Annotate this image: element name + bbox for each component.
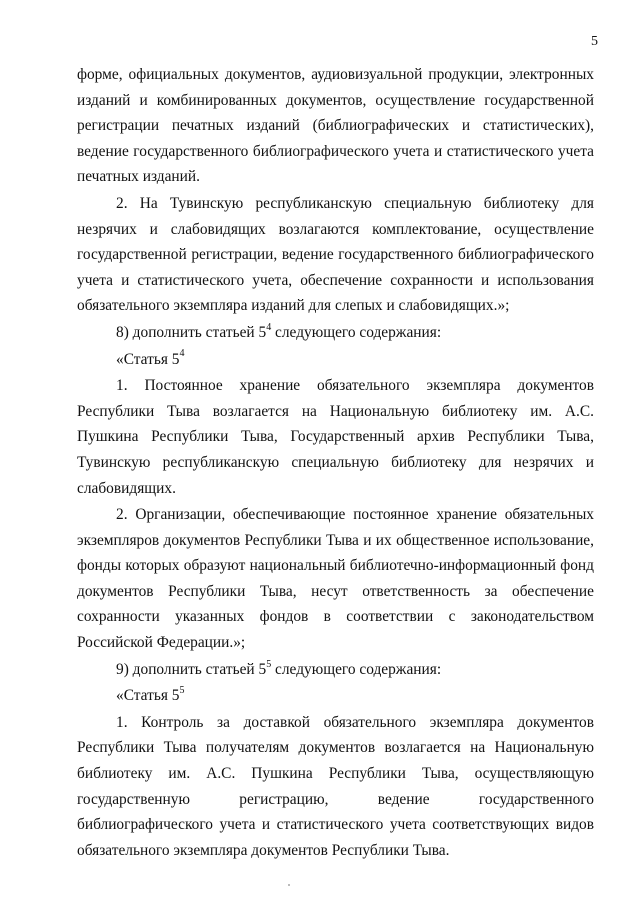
article-heading-5-5: [77, 683, 594, 709]
amendment-9-text: 9) дополнить статьей 5: [116, 660, 267, 678]
paragraph-article-5-4-item-2: 2. Организации, обеспечивающие постоянное хранение обязательных экземпляров документов Республики Тыва и их общественное использование, фонды которых образуют национальный библиотечно-информационный фонд документов Республики Тыва, несут ответственность за обеспечение сохранности указанных фондов в соответствии с законодательством Российской Федерации.»;: [77, 506, 594, 652]
amendment-9-text-after: следующего содержания:: [271, 660, 442, 678]
amendment-8-text-after: следующего содержания:: [271, 323, 442, 341]
article-heading-5-4: [77, 347, 594, 373]
amendment-9-sup: 5: [266, 658, 272, 670]
article-5-5-text: «Статья 5: [116, 687, 180, 705]
amendment-8-text: 8) дополнить статьей 5: [116, 323, 267, 341]
scan-speck: [288, 884, 290, 886]
paragraph-article-5-5-item-1: 1. Контроль за доставкой обязательного экземпляра документов Республики Тыва получателям документов возлагается на Национальную библиотеку им. А.С. Пушкина Республики Тыва, осуществляющую государственную регистрацию, ведение государственного библиографического учета и статистического учета соответствующих видов обязательного экземпляра документов Республики Тыва.: [77, 713, 594, 859]
body-text: [77, 62, 594, 863]
paragraph-item-2: 2. На Тувинскую республиканскую специальную библиотеку для незрячих и слабовидящих возлагаются комплектование, осуществление государственной регистрации, ведение государственного библиографического учета и статистического учета, обеспечение сохранности и использования обязательного экземпляра изданий для слепых и слабовидящих.»;: [77, 194, 594, 315]
page-number: 5: [591, 34, 598, 49]
paragraph-amendment-9: [77, 657, 594, 683]
amendment-8-sup: 4: [266, 321, 272, 333]
paragraph-article-5-4-item-1: 1. Постоянное хранение обязательного экземпляра документов Республики Тыва возлагается на Национальную библиотеку им. А.С. Пушкина Республики Тыва, Государственный архив Республики Тыва, Тувинскую республиканскую специальную библиотеку для незрячих и слабовидящих.: [77, 377, 594, 497]
article-5-5-sup: 5: [179, 685, 185, 697]
article-5-4-sup: 4: [179, 348, 185, 360]
paragraph-continuation: форме, официальных документов, аудиовизуальной продукции, электронных изданий и комбинированных документов, осуществление государственной регистрации печатных изданий (библиографических и статистических), ведение государственного библиографического учета и статистического учета печатных изданий.: [77, 66, 594, 186]
paragraph-amendment-8: [77, 320, 594, 346]
article-5-4-text: «Статья 5: [116, 350, 180, 368]
